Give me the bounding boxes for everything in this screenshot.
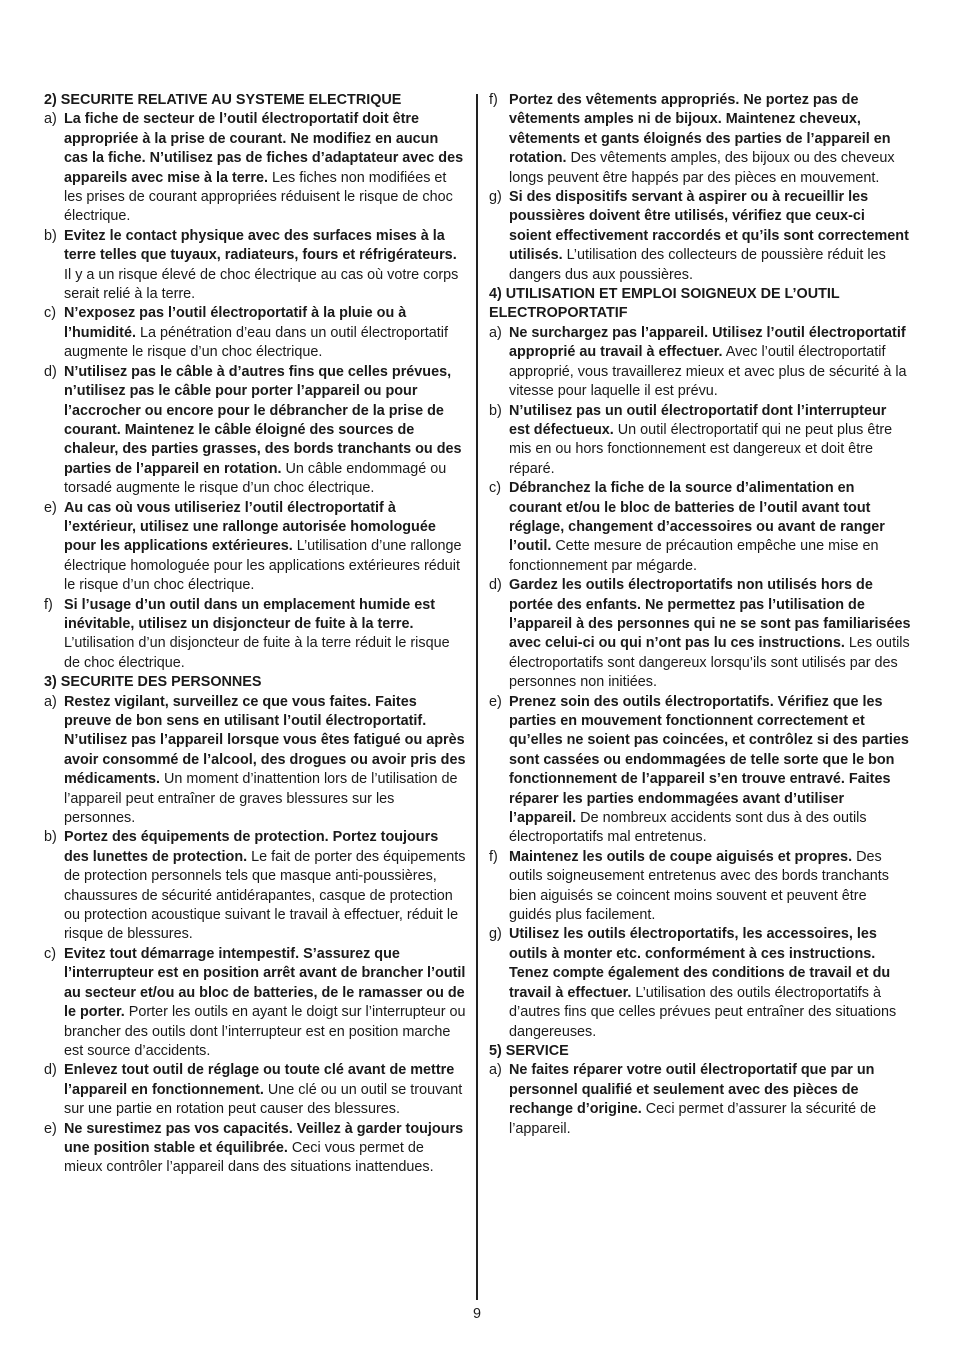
item-label: b) — [44, 829, 57, 846]
item-label: a) — [489, 1062, 502, 1079]
section-heading: 2) SECURITE RELATIVE AU SYSTEME ELECTRIQUE — [44, 92, 402, 108]
item-body — [509, 91, 911, 188]
list-item — [44, 363, 466, 499]
item-bold-text: Si des dispositifs servant à aspirer ou à recueillir les poussières doivent être utilisés, vérifiez que ceux-ci soient effectivement raccordés et qu’ils sont correctement utilisés. — [509, 189, 909, 264]
item-bold-text: Prenez soin des outils électroportatifs. Vérifiez que les parties en mouvement fonctionnent correctement et qu’elles ne soient pas coincées, et contrôlez si des parties sont cassées ou endommagées de telle sorte que le bon fonctionnement de l’appareil s’en trouve entravé. Faites réparer les parties endommagées avant d’utiliser l’appareil. — [509, 693, 909, 827]
item-label: c) — [44, 305, 56, 322]
item-label: c) — [489, 480, 501, 497]
list-item — [44, 499, 466, 596]
item-bold-text: Ne faites réparer votre outil électroportatif que par un personnel qualifié et seulement avec des pièces de rechange d’origine. — [509, 1062, 875, 1118]
item-label: e) — [44, 1120, 57, 1137]
item-label: d) — [44, 1062, 57, 1079]
item-bold-text: Restez vigilant, surveillez ce que vous faites. Faites preuve de bon sens en utilisant l’outil électroportatif. N’utilisez pas l’appareil lorsque vous êtes fatigué ou après avoir consommé de l’alcool, des drogues ou avoir pris des médicaments. — [64, 693, 466, 788]
item-bold-text: Evitez tout démarrage intempestif. S’assurez que l’interrupteur est en position arrêt avant de brancher l’outil au secteur et/ou au bloc de batteries, de le ramasser ou de le porter. — [64, 945, 466, 1021]
item-body — [64, 304, 466, 362]
item-label: c) — [44, 945, 56, 962]
list-item — [44, 110, 466, 226]
item-text: La pénétration d’eau dans un outil électroportatif augmente le risque d’un choc électrique. — [64, 324, 448, 361]
list-item — [489, 576, 911, 692]
item-bold-text: Enlevez tout outil de réglage ou toute clé avant de mettre l’appareil en fonctionnement. — [64, 1062, 455, 1098]
item-label: f) — [489, 92, 498, 108]
item-label: e) — [44, 499, 57, 516]
item-body — [509, 848, 911, 926]
item-body — [64, 693, 466, 829]
list-item — [44, 945, 466, 1061]
item-bold-text: N’utilisez pas le câble à d’autres fins que celles prévues, n’utilisez pas le câble pour porter l’appareil ou pour l’accrocher ou encore pour le débrancher de la prise de courant. Maintenez le câble éloigné des sources de chaleur, des parties grasses, des bords tranchants ou des parties de l’appareil en rotation. — [64, 363, 462, 477]
item-label: a) — [489, 324, 502, 341]
item-bold-text: La fiche de secteur de l’outil électroportatif doit être appropriée à la prise de courant. Ne modifiez en aucun cas la fiche. N’utilisez pas de fiches d’adaptateur avec des appareils avec mise à la terre. — [64, 111, 464, 186]
item-label: d) — [489, 577, 502, 594]
item-body — [64, 1120, 466, 1178]
item-text: Des vêtements amples, des bijoux ou des cheveux longs peuvent être happés par des pièces en mouvement. — [509, 150, 895, 186]
item-text: Les fiches non modifiées et les prises de courant appropriées réduisent le risque de choc électrique. — [64, 169, 453, 225]
list-item — [489, 91, 911, 188]
item-body — [509, 479, 911, 576]
item-bold-text: Utilisez les outils électroportatifs, les accessoires, les outils à monter etc. conformément à ces instructions. Tenez compte également des conditions de travail et du travail à effectuer. — [509, 926, 891, 1001]
list-item — [489, 188, 911, 285]
item-bold-text: Ne surchargez pas l’appareil. Utilisez l’outil électroportatif approprié au travail à effectuer. — [509, 324, 906, 361]
item-body — [64, 110, 466, 226]
list-item — [489, 402, 911, 480]
item-text: Un câble endommagé ou torsadé augmente le risque d’un choc électrique. — [64, 460, 447, 497]
list-item — [44, 1061, 466, 1119]
item-text: Avec l’outil électroportatif approprié, vous travaillerez mieux et avec plus de sécurité à la vitesse pour laquelle il est prévu. — [509, 344, 907, 400]
item-bold-text: Portez des vêtements appropriés. Ne portez pas de vêtements amples ni de bijoux. Maintenez cheveux, vêtements et gants éloignés des parties de l’appareil en rotation. — [509, 92, 891, 167]
item-bold-text: Au cas où vous utiliseriez l’outil électroportatif à l’extérieur, utilisez une rallonge autorisée homologuée pour les applications extérieures. — [64, 499, 436, 555]
item-text: Un moment d’inattention lors de l’utilisation de l’appareil peut entraîner de graves blessures sur les personnes. — [64, 771, 458, 827]
item-body — [64, 1061, 466, 1119]
item-text: L’utilisation des outils électroportatifs à d’autres fins que celles prévues peut entraîner des situations dangereuses. — [509, 984, 897, 1040]
page-number: 9 — [472, 1306, 481, 1322]
list-item — [44, 693, 466, 829]
item-text: Des outils soigneusement entretenus avec des bords tranchants bien aiguisés se coincent moins souvent et peuvent être guidés plus facilement. — [509, 848, 889, 924]
item-bold-text: Evitez le contact physique avec des surfaces mises à la terre telles que tuyaux, radiateurs, fours et réfrigérateurs. — [64, 227, 457, 264]
item-bold-text: Gardez les outils électroportatifs non utilisés hors de portée des enfants. Ne permettez pas l’utilisation de l’appareil à des personnes qui ne se sont pas familiarisées avec celui-ci ou qui n’ont pas lu ces instructions. — [509, 577, 911, 652]
item-body — [509, 693, 911, 848]
column-divider — [476, 94, 478, 1300]
item-label: e) — [489, 693, 502, 710]
item-body — [64, 828, 466, 944]
item-bold-text: N’exposez pas l’outil électroportatif à la pluie ou à l’humidité. — [64, 305, 407, 341]
item-body — [509, 576, 911, 692]
list-item — [489, 925, 911, 1041]
item-text: Le fait de porter des équipements de protection personnels tels que masque anti-poussières, chaussures de sécurité antidérapantes, casque de protection ou protection acoustique suivant le travail à effectuer, réduit le risque de blessures. — [64, 848, 466, 943]
item-text: Cette mesure de précaution empêche une mise en fonctionnement par mégarde. — [509, 538, 879, 574]
list-item — [489, 324, 911, 402]
item-text: L’utilisation d’une rallonge électrique homologuée pour les applications extérieures réduit le risque d’un choc électrique. — [64, 538, 462, 594]
item-text: Ceci vous permet de mieux contrôler l’appareil dans des situations inattendues. — [64, 1139, 434, 1176]
item-text: Une clé ou un outil se trouvant sur une partie en rotation peut causer des blessures. — [64, 1081, 463, 1118]
list-item — [489, 848, 911, 926]
item-body — [64, 596, 466, 674]
item-body — [509, 402, 911, 480]
item-label: b) — [489, 402, 502, 419]
item-body — [509, 925, 911, 1041]
item-label: f) — [44, 596, 53, 613]
item-body — [509, 188, 911, 285]
item-label: g) — [489, 926, 502, 943]
item-text: L’utilisation des collecteurs de poussière réduit les dangers dus aux poussières. — [509, 247, 886, 283]
item-label: b) — [44, 227, 57, 244]
section-heading: 3) SECURITE DES PERSONNES — [44, 674, 262, 691]
item-bold-text: Portez des équipements de protection. Portez toujours des lunettes de protection. — [64, 829, 439, 865]
section-heading: 4) UTILISATION ET EMPLOI SOIGNEUX DE L’OUTIL ELECTROPORTATIF — [489, 286, 840, 322]
item-text: Un outil électroportatif qui ne peut plus être mis en ou hors fonctionnement est dangereux et doit être réparé. — [509, 421, 893, 477]
item-body — [64, 945, 466, 1061]
item-text: L’utilisation d’un disjoncteur de fuite à la terre réduit le risque de choc électrique. — [64, 635, 450, 671]
left-column — [44, 91, 466, 1178]
list-item — [489, 1061, 911, 1139]
list-item — [44, 227, 466, 305]
item-body — [64, 363, 466, 499]
list-item — [44, 304, 466, 362]
item-bold-text: N’utilisez pas un outil électroportatif dont l’interrupteur est défectueux. — [509, 402, 887, 438]
item-body — [64, 499, 466, 596]
item-label: g) — [489, 189, 502, 206]
item-label: a) — [44, 111, 57, 128]
item-bold-text: Débranchez la fiche de la source d’alimentation en courant et/ou le bloc de batteries de l’outil avant tout réglage, changement d’accessoires ou avant de ranger l’outil. — [509, 480, 885, 555]
item-label: f) — [489, 848, 498, 865]
item-text: Porter les outils en ayant le doigt sur l’interrupteur ou brancher des outils dont l’interrupteur est en position marche est source d’accidents. — [64, 1004, 466, 1059]
list-item — [44, 828, 466, 944]
item-bold-text: Si l’usage d’un outil dans un emplacement humide est inévitable, utilisez un disjoncteur de fuite à la terre. — [64, 596, 436, 632]
item-text: Les outils électroportatifs sont dangereux lorsqu’ils sont utilisés par des personnes non initiées. — [509, 635, 910, 691]
item-label: a) — [44, 693, 57, 710]
list-item — [489, 693, 911, 848]
item-text: De nombreux accidents sont dus à des outils électroportatifs mal entretenus. — [509, 810, 867, 846]
item-body — [509, 324, 911, 402]
item-text: Ceci permet d’assurer la sécurité de l’appareil. — [509, 1101, 877, 1137]
list-item — [44, 596, 466, 674]
item-body — [509, 1061, 911, 1139]
right-column — [489, 91, 911, 1139]
list-item — [44, 1120, 466, 1178]
item-label: d) — [44, 363, 57, 380]
list-item — [489, 479, 911, 576]
section-heading: 5) SERVICE — [489, 1042, 569, 1059]
item-bold-text: Maintenez les outils de coupe aiguisés et propres. — [509, 848, 853, 865]
item-text: Il y a un risque élevé de choc électrique au cas où votre corps serait relié à la terre. — [64, 266, 459, 303]
item-bold-text: Ne surestimez pas vos capacités. Veillez à garder toujours une position stable et équilibrée. — [64, 1120, 464, 1156]
item-body — [64, 227, 466, 305]
